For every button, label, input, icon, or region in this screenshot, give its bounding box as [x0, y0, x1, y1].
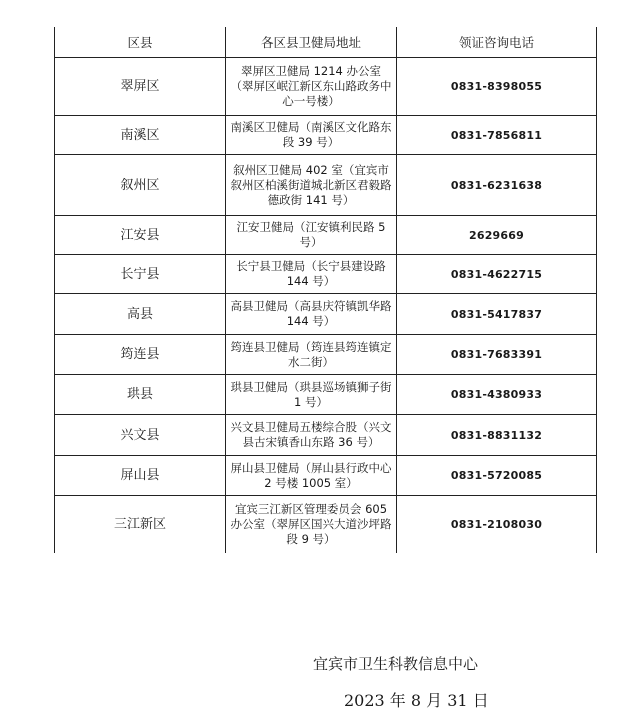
county-cell: 翠屏区 [55, 58, 226, 116]
header-address: 各区县卫健局地址 [226, 27, 397, 58]
address-cell: 叙州区卫健局 402 室（宜宾市叙州区柏溪街道城北新区君毅路德政街 141 号） [226, 155, 397, 216]
phone-cell: 0831-7683391 [397, 335, 597, 375]
address-cell: 长宁县卫健局（长宁县建设路 144 号） [226, 255, 397, 294]
county-cell: 叙州区 [55, 155, 226, 216]
footer-date: 2023 年 8 月 31 日 [344, 691, 489, 710]
phone-cell: 0831-8398055 [397, 58, 597, 116]
table-row [55, 456, 597, 496]
address-cell: 南溪区卫健局（南溪区文化路东段 39 号） [226, 116, 397, 155]
phone-cell: 0831-7856811 [397, 116, 597, 155]
footer-organization: 宜宾市卫生科教信息中心 [313, 655, 479, 673]
table-row [55, 375, 597, 415]
table-row [55, 415, 597, 456]
phone-cell: 0831-6231638 [397, 155, 597, 216]
header-phone: 领证咨询电话 [397, 27, 597, 58]
table-row [55, 335, 597, 375]
address-cell: 珙县卫健局（珙县巡场镇狮子街 1 号） [226, 375, 397, 415]
address-cell: 屏山县卫健局（屏山县行政中心 2 号楼 1005 室） [226, 456, 397, 496]
contact-table-container [54, 27, 596, 553]
table-row [55, 496, 597, 553]
phone-cell: 0831-5417837 [397, 294, 597, 335]
county-cell: 筠连县 [55, 335, 226, 375]
county-cell: 屏山县 [55, 456, 226, 496]
county-cell: 兴文县 [55, 415, 226, 456]
address-cell: 宜宾三江新区管理委员会 605 办公室（翠屏区国兴大道沙坪路段 9 号） [226, 496, 397, 553]
table-row [55, 58, 597, 116]
table-header-row [55, 27, 597, 58]
county-cell: 珙县 [55, 375, 226, 415]
contact-table [54, 27, 597, 553]
table-row [55, 116, 597, 155]
address-cell: 翠屏区卫健局 1214 办公室（翠屏区岷江新区东山路政务中心一号楼） [226, 58, 397, 116]
table-row [55, 216, 597, 255]
table-row [55, 294, 597, 335]
phone-cell: 2629669 [397, 216, 597, 255]
address-cell: 兴文县卫健局五楼综合股（兴文县古宋镇香山东路 36 号） [226, 415, 397, 456]
phone-cell: 0831-8831132 [397, 415, 597, 456]
phone-cell: 0831-4622715 [397, 255, 597, 294]
county-cell: 长宁县 [55, 255, 226, 294]
table-row [55, 255, 597, 294]
table-row [55, 155, 597, 216]
phone-cell: 0831-5720085 [397, 456, 597, 496]
header-county: 区县 [55, 27, 226, 58]
phone-cell: 0831-4380933 [397, 375, 597, 415]
address-cell: 江安卫健局（江安镇利民路 5 号） [226, 216, 397, 255]
county-cell: 南溪区 [55, 116, 226, 155]
county-cell: 高县 [55, 294, 226, 335]
address-cell: 高县卫健局（高县庆符镇凯华路 144 号） [226, 294, 397, 335]
county-cell: 三江新区 [55, 496, 226, 553]
county-cell: 江安县 [55, 216, 226, 255]
phone-cell: 0831-2108030 [397, 496, 597, 553]
address-cell: 筠连县卫健局（筠连县筠连镇定水二街） [226, 335, 397, 375]
